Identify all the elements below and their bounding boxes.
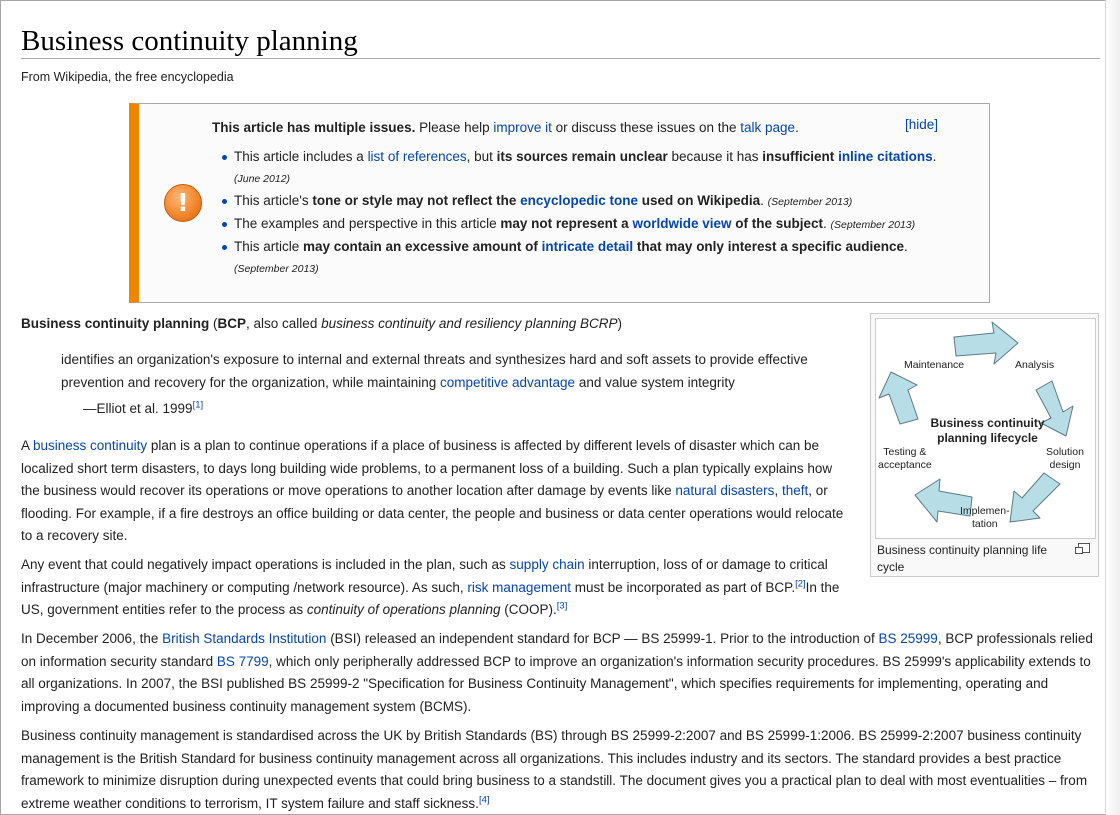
label-maintenance: Maintenance — [904, 359, 965, 371]
p3-text: , BCP professionals relied on information security standard — [21, 631, 1093, 669]
label-implementation: Implemen- tation — [960, 505, 1010, 530]
page-title: Business continuity planning — [21, 25, 358, 57]
issues-lead-text: Please help — [415, 120, 494, 135]
paragraph-1 — [21, 435, 851, 548]
label-analysis: Analysis — [1015, 359, 1055, 371]
p2-text: interruption, loss of or damage to critical infrastructure (major machinery or computing /network resource). As such, — [21, 557, 828, 595]
diagram-center-title — [920, 416, 1055, 446]
issue-item — [234, 236, 952, 280]
p1-text: , or flooding. For example, if a fire destroys an office building or data center, the people and business or data center operations would relocate to a recovery site. — [21, 483, 844, 543]
label-testing: Testing & acceptance — [878, 446, 932, 471]
competitive-advantage-link[interactable]: competitive advantage — [439, 375, 576, 390]
supply-chain-link[interactable]: supply chain — [509, 557, 585, 572]
bsi-link[interactable]: British Standards Institution — [162, 631, 327, 646]
p1-text: , — [774, 483, 782, 498]
natural-disasters-link[interactable]: natural disasters — [675, 483, 775, 498]
intro-sentence — [21, 313, 851, 336]
issues-text — [212, 117, 952, 280]
paragraph-4 — [21, 725, 1101, 815]
issue-bold: may contain an excessive amount of — [303, 239, 538, 254]
cycle-arrow — [879, 372, 918, 424]
issue-bold: of the subject — [731, 216, 823, 231]
p4-text: Business continuity management is standardised across the UK by British Standards (BS) through BS 25999-2:2007 and BS 25999-1:2006. BS 25999-2:2007 business continuity management is the British Standard for business continuity management across all organizations. This includes industry and its sectors. The standard provides a best practice framework to minimize disruption during unexpected events that could bring business to a standstill. The document gives you a practical plan to deal with most eventualities – from extreme weather conditions to terrorism, IT system failure and staff sickness. — [21, 728, 1088, 811]
issue-bold: may not represent a — [500, 216, 629, 231]
issue-text: because it has — [667, 149, 763, 164]
intro-text: ( — [209, 316, 218, 331]
p3-text: (BSI) released an independent standard for BCP — BS 25999-1. Prior to the introduction of — [326, 631, 879, 646]
cycle-arrow — [954, 322, 1018, 364]
cycle-arrow — [1010, 473, 1060, 522]
list-of-references-link[interactable]: list of references — [367, 149, 467, 164]
issue-date: (September 2013) — [234, 263, 319, 275]
issue-text: This article — [234, 239, 304, 254]
reference-4-link[interactable]: [4] — [478, 794, 490, 805]
alt-name: business continuity and resiliency planning BCRP — [321, 316, 618, 331]
issue-item — [234, 146, 952, 190]
p3-text: , which only peripherally addressed BCP to improve an organization's information security procedures. BS 25999's applicability extends to all organizations. In 2007, the BSI published BS 25999-2 "Specification for Business Continuity Management", which specifies requirements for implementing, operating and improving a documented business continuity management system (BCMS). — [21, 653, 1091, 714]
worldwide-view-link[interactable]: worldwide view — [632, 216, 732, 231]
multiple-issues-box — [129, 103, 990, 303]
issue-text: The examples and perspective in this article — [234, 216, 501, 231]
definition-quote — [61, 348, 861, 394]
encyclopedic-tone-link[interactable]: encyclopedic tone — [520, 193, 638, 208]
p2-text: Any event that could negatively impact operations is included in the plan, such as — [21, 557, 510, 572]
issue-item — [234, 190, 952, 213]
risk-management-link[interactable]: risk management — [467, 579, 571, 595]
bs25999-link[interactable]: BS 25999 — [878, 631, 938, 646]
center-line-2: planning lifecycle — [937, 431, 1038, 445]
reference-1-link[interactable]: [1] — [192, 399, 204, 411]
issue-date: (September 2013) — [830, 219, 916, 231]
quote-attribution — [83, 398, 203, 421]
inline-citations-link[interactable]: inline citations — [838, 149, 933, 164]
theft-link[interactable]: theft — [781, 483, 809, 498]
title-divider — [21, 58, 1100, 59]
attribution-text: —Elliot et al. 1999 — [83, 401, 193, 416]
tagline: From Wikipedia, the free encyclopedia — [21, 70, 234, 84]
article-term: Business continuity planning — [21, 316, 210, 331]
quote-text: and value system integrity — [575, 375, 735, 390]
figure-caption: Business continuity planning life cycle — [877, 543, 1048, 574]
issue-text: . — [932, 149, 937, 164]
issues-lead-text: or discuss these issues on the — [551, 120, 741, 135]
talk-page-link[interactable]: talk page — [740, 120, 796, 135]
center-line-1: Business continuity — [930, 416, 1045, 430]
issues-heading: This article has multiple issues. — [212, 120, 416, 135]
warning-icon: ! — [164, 184, 202, 222]
issue-text: . — [760, 193, 768, 208]
scrollbar-edge[interactable] — [1105, 0, 1120, 815]
issue-bold: tone or style may not reflect the — [312, 193, 517, 208]
issue-text: , but — [466, 149, 497, 164]
issue-bold: used on Wikipedia — [637, 193, 761, 208]
p1-text: A — [21, 438, 34, 453]
enlarge-icon[interactable] — [1078, 543, 1090, 553]
p2-text: In the US, government entities refer to the process as — [21, 579, 840, 617]
label-solution-design: Solution design — [1046, 446, 1084, 471]
lifecycle-figure — [870, 313, 1099, 577]
lifecycle-diagram[interactable] — [875, 318, 1096, 539]
quote-text: identifies an organization's exposure to internal and external threats and synthesizes hard and soft assets to provide effective prevention and recovery for the organization, while maintaining — [61, 352, 808, 390]
hide-button[interactable]: [hide] — [904, 117, 938, 132]
issue-date: (September 2013) — [767, 196, 853, 208]
issue-text: This article includes a — [234, 149, 368, 164]
issues-lead — [212, 117, 952, 139]
issue-bold: that may only interest a specific audience — [633, 239, 905, 254]
issues-lead-text: . — [795, 120, 799, 135]
p2-text: must be incorporated as part of BCP. — [570, 579, 796, 595]
reference-3-link[interactable]: [3] — [556, 600, 568, 612]
improve-it-link[interactable]: improve it — [493, 120, 552, 135]
article-abbr: BCP — [217, 316, 247, 331]
paragraph-3 — [21, 628, 1101, 718]
coop-term: continuity of operations planning — [306, 602, 501, 617]
intro-text: ) — [617, 316, 622, 331]
reference-2-link[interactable]: [2] — [795, 578, 806, 589]
business-continuity-link[interactable]: business continuity — [33, 438, 148, 453]
intricate-detail-link[interactable]: intricate detail — [541, 239, 634, 254]
paragraph-2 — [21, 554, 851, 622]
p3-text: In December 2006, the — [21, 631, 163, 646]
bs7799-link[interactable]: BS 7799 — [216, 653, 269, 669]
p2-text: (COOP). — [500, 602, 557, 617]
issue-bold: insufficient — [762, 149, 835, 164]
issue-text: . — [823, 216, 831, 231]
issue-date: (June 2012) — [234, 173, 291, 185]
issue-text: This article's — [234, 193, 313, 208]
issue-bold: its sources remain unclear — [496, 149, 668, 164]
intro-text: , also called — [246, 316, 322, 331]
issues-list — [212, 146, 952, 280]
p1-text: plan is a plan to continue operations if a place of business is affected by different levels of disaster which can be localized short term disasters, to days long building wide problems, to a permanent loss of a building. Such a plan typically explains how the business would recover its operations or move operations to another location after damage by events like — [21, 438, 833, 498]
issue-item — [234, 213, 952, 236]
issue-text: . — [904, 239, 908, 254]
